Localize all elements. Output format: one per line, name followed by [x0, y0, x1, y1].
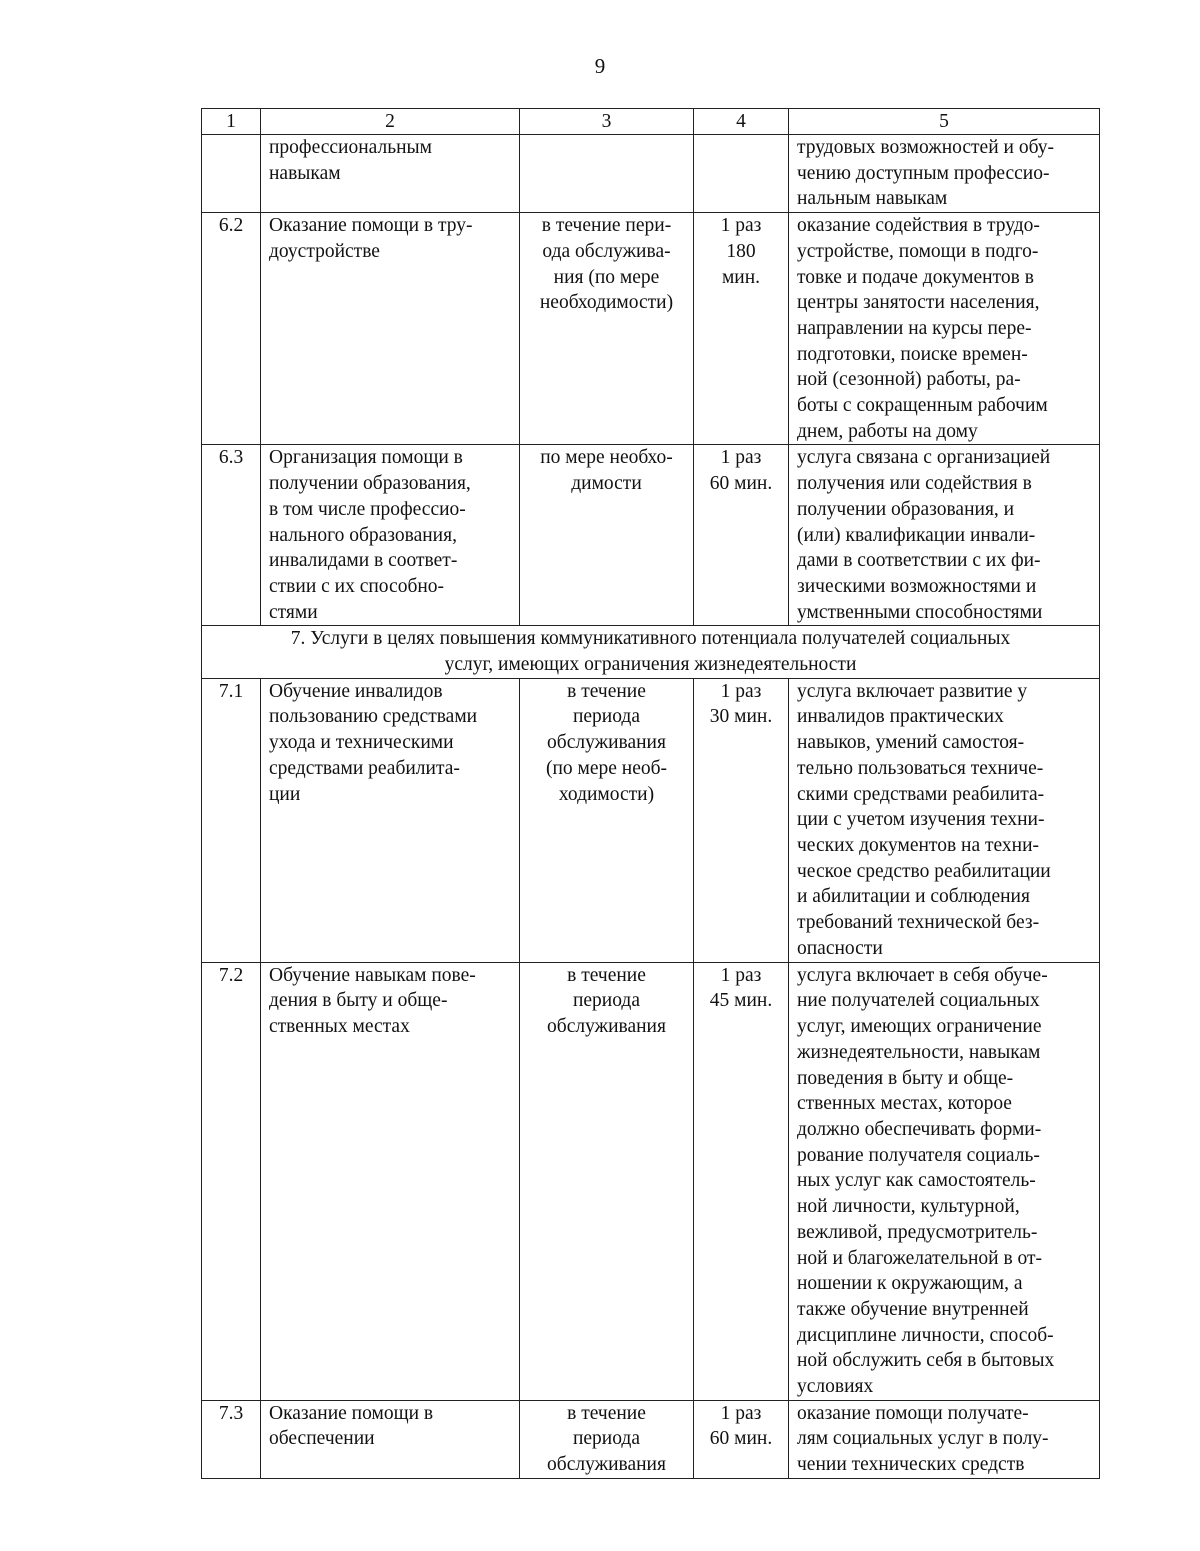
row-number: 7.2 [202, 962, 261, 1400]
services-table [201, 108, 1100, 1479]
service-frequency [694, 135, 789, 213]
service-period: в течение периода обслуживания [520, 962, 694, 1400]
service-frequency: 1 раз 60 мин. [694, 1400, 789, 1478]
service-name: Обучение инвалидов пользованию средствами ухода и техническими средствами реабилита- ции [261, 678, 520, 962]
row-number: 6.3 [202, 445, 261, 626]
header-col-3: 3 [520, 109, 694, 135]
service-description: оказание помощи получате- лям социальных услуг в полу- чении технических средств [789, 1400, 1100, 1478]
header-col-1: 1 [202, 109, 261, 135]
service-description: трудовых возможностей и обу- чению доступным профессио- нальным навыкам [789, 135, 1100, 213]
service-name: Оказание помощи в тру- доустройстве [261, 213, 520, 445]
header-col-5: 5 [789, 109, 1100, 135]
service-period: в течение периода обслуживания (по мере необ- ходимости) [520, 678, 694, 962]
service-frequency: 1 раз 45 мин. [694, 962, 789, 1400]
table-row [202, 445, 1100, 626]
service-period: в течение пери- ода обслужива- ния (по мере необходимости) [520, 213, 694, 445]
header-col-2: 2 [261, 109, 520, 135]
row-number: 7.3 [202, 1400, 261, 1478]
table-row [202, 962, 1100, 1400]
header-col-4: 4 [694, 109, 789, 135]
section-7-title: 7. Услуги в целях повышения коммуникативного потенциала получателей социальных услуг, имеющих ограничения жизнедеятельности [202, 626, 1100, 678]
section-heading-row [202, 626, 1100, 678]
table-row [202, 213, 1100, 445]
row-number [202, 135, 261, 213]
service-period [520, 135, 694, 213]
service-description: услуга включает в себя обуче- ние получателей социальных услуг, имеющих ограничение жизнедеятельности, навыкам поведения в быту и обще- ственных местах, которое должно обеспечивать форми- рование получателя социаль- ных услуг как самостоятель- ной личности, культурной, вежливой, предусмотритель- ной и благожелательной в от- ношении к окружающим, а также обучение внутренней дисциплине личности, способ- ной обслужить себя в бытовых условиях [789, 962, 1100, 1400]
table-row [202, 1400, 1100, 1478]
service-frequency: 1 раз 30 мин. [694, 678, 789, 962]
service-description: оказание содействия в трудо- устройстве, помощи в подго- товке и подаче документов в центры занятости населения, направлении на курсы пере- подготовки, поиске времен- ной (сезонной) работы, ра- боты с сокращенным рабочим днем, работы на дому [789, 213, 1100, 445]
page-number: 9 [594, 54, 606, 78]
service-name: Оказание помощи в обеспечении [261, 1400, 520, 1478]
service-frequency: 1 раз 60 мин. [694, 445, 789, 626]
service-name: Организация помощи в получении образования, в том числе профессио- нального образования, инвалидами в соответ- ствии с их способно- стями [261, 445, 520, 626]
service-name: профессиональным навыкам [261, 135, 520, 213]
table-row [202, 678, 1100, 962]
table-header-row [202, 109, 1100, 135]
service-name: Обучение навыкам пове- дения в быту и обще- ственных местах [261, 962, 520, 1400]
service-description: услуга связана с организацией получения или содействия в получении образования, и (или) квалификации инвали- дами в соответствии с их фи- зическими возможностями и умственными способностями [789, 445, 1100, 626]
table-row [202, 135, 1100, 213]
service-frequency: 1 раз 180 мин. [694, 213, 789, 445]
service-period: по мере необхо- димости [520, 445, 694, 626]
service-description: услуга включает развитие у инвалидов практических навыков, умений самостоя- тельно пользоваться техниче- скими средствами реабилита- ции с учетом изучения техни- ческих документов на техни- ческое средство реабилитации и абилитации и соблюдения требований технической без- опасности [789, 678, 1100, 962]
row-number: 6.2 [202, 213, 261, 445]
service-period: в течение периода обслуживания [520, 1400, 694, 1478]
row-number: 7.1 [202, 678, 261, 962]
